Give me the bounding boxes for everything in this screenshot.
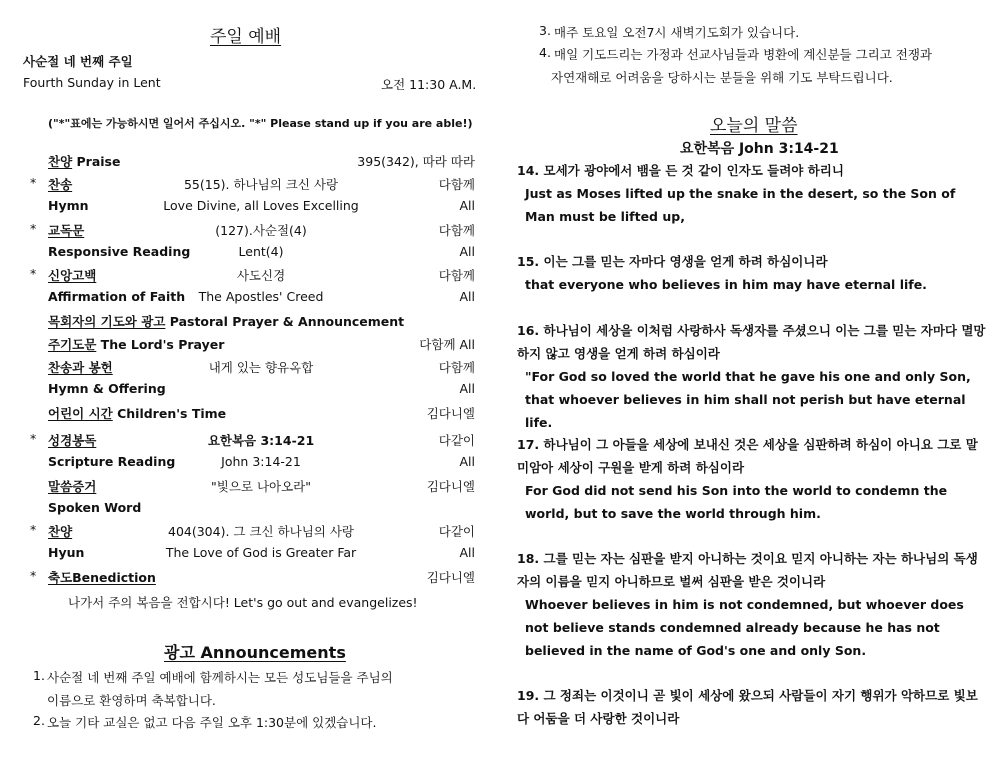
order-item-detail: John 3:14-21 xyxy=(221,454,301,469)
stand-marker: * xyxy=(30,266,37,281)
order-item-detail: 404(304). 그 크신 하나님의 사랑 xyxy=(167,524,355,539)
verse-14 xyxy=(517,159,987,228)
order-item-leader: All xyxy=(459,381,475,396)
order-item-leader: 395(342), 따라 따라 xyxy=(357,154,475,169)
order-item-label: 찬양 xyxy=(48,524,73,539)
order-item-leader: 다함께 xyxy=(438,360,475,375)
verse-17 xyxy=(517,433,987,525)
stand-marker: * xyxy=(30,568,37,583)
order-item-leader: 다함께 xyxy=(438,223,475,238)
announcement-3-num: 3. xyxy=(539,23,551,38)
order-item-leader: 김다니엘 xyxy=(426,406,475,421)
order-item-detail: The Apostles' Creed xyxy=(198,289,324,304)
order-item-label: 어린이 시간 Children's Time xyxy=(48,406,227,421)
order-item-detail: 사도신경 xyxy=(236,268,286,283)
subtitle-korean: 사순절 네 번째 주일 xyxy=(23,54,133,69)
order-item-leader: All xyxy=(459,545,475,560)
order-item-label: Hymn xyxy=(48,198,89,213)
order-item-label: 찬송과 봉헌 xyxy=(48,360,113,375)
sendoff-text: 나가서 주의 복음을 전합시다! Let's go out and evangelizes! xyxy=(68,595,418,610)
order-item-leader: All xyxy=(459,244,475,259)
verse-16-english: "For God so loved the world that he gave his one and only Son, that whoever believes in him shall not perish but have eternal life. xyxy=(525,369,971,430)
order-item-label: Affirmation of Faith xyxy=(48,289,186,304)
order-item-detail: Lent(4) xyxy=(238,244,284,259)
order-item-leader: 다함께 xyxy=(438,177,475,192)
announcement-2-line1: 오늘 기타 교실은 없고 다음 주일 오후 1:30분에 있겠습니다. xyxy=(47,715,377,730)
sermon-title: 오늘의 말씀 xyxy=(710,116,798,136)
order-item-label: Hyun xyxy=(48,545,85,560)
verse-16 xyxy=(517,319,987,434)
verse-16-korean: 16. 하나님이 세상을 이처럼 사랑하사 독생자를 주셨으니 이는 그를 믿는 자마다 멸망하지 않고 영생을 얻게 하려 하심이라 xyxy=(517,323,986,361)
stand-marker: * xyxy=(30,221,37,236)
stand-marker: * xyxy=(30,522,37,537)
subtitle-english: Fourth Sunday in Lent xyxy=(23,75,161,90)
verse-18-korean: 18. 그를 믿는 자는 심판을 받지 아니하는 것이요 믿지 아니하는 자는 하나님의 독생자의 이름을 믿지 아니하므로 벌써 심판을 받은 것이니라 xyxy=(517,551,978,589)
verse-17-english: For God did not send his Son into the world to condemn the world, but to save the world through him. xyxy=(525,483,948,521)
order-item-leader: 다함께 xyxy=(438,268,475,283)
order-item-detail: "빛으로 나아오라" xyxy=(211,479,311,494)
order-item-detail: 55(15). 하나님의 크신 사랑 xyxy=(183,177,339,192)
verse-15-english: that everyone who believes in him may have eternal life. xyxy=(525,277,927,292)
announcement-3-line1: 매주 토요일 오전7시 새벽기도회가 있습니다. xyxy=(554,25,800,40)
order-item-leader: 다함께 All xyxy=(419,337,475,352)
announcement-4-num: 4. xyxy=(539,45,551,60)
verse-17-korean: 17. 하나님이 그 아들을 세상에 보내신 것은 세상을 심판하려 하심이 아니요 그로 말미암아 세상이 구원을 받게 하려 하심이라 xyxy=(517,437,978,475)
service-time: 오전 11:30 A.M. xyxy=(381,77,477,92)
order-item-leader: 다같이 xyxy=(438,433,475,448)
announcement-1-num: 1. xyxy=(33,668,45,683)
scripture-reference: 요한복음 John 3:14-21 xyxy=(680,141,839,157)
order-item-label: 교독문 xyxy=(48,223,85,238)
stand-note: ("*"표에는 가능하시면 일어서 주십시오. "*" Please stand up if you are able!) xyxy=(48,117,473,130)
order-item-leader: 다같이 xyxy=(438,524,475,539)
order-item-label: 주기도문 The Lord's Prayer xyxy=(48,337,225,352)
order-item-label: Spoken Word xyxy=(48,500,142,515)
order-item-label: 찬송 xyxy=(48,177,73,192)
order-item-label: 목회자의 기도와 광고 Pastoral Prayer & Announcement xyxy=(48,314,405,329)
order-item-label: Responsive Reading xyxy=(48,244,191,259)
announcement-4-line1: 매일 기도드리는 가정과 선교사님들과 병환에 계신분들 그리고 전쟁과 xyxy=(554,47,932,62)
order-item-label: 말씀증거 xyxy=(48,479,97,494)
verse-15 xyxy=(517,250,987,296)
order-item-detail: The Love of God is Greater Far xyxy=(165,545,357,560)
order-item-detail: 내게 있는 향유옥합 xyxy=(208,360,314,375)
order-item-leader: 김다니엘 xyxy=(426,479,475,494)
order-item-detail: (127).사순절(4) xyxy=(215,223,307,238)
order-item-label: 성경봉독 xyxy=(48,433,97,448)
verse-19-korean: 19. 그 정죄는 이것이니 곧 빛이 세상에 왔으되 사람들이 자기 행위가 악하므로 빛보다 어둠을 더 사랑한 것이니라 xyxy=(517,688,978,726)
order-item-label: 축도Benediction xyxy=(48,570,156,585)
stand-marker: * xyxy=(30,431,37,446)
verse-14-english: Just as Moses lifted up the snake in the desert, so the Son of Man must be lifted up, xyxy=(525,186,956,224)
announcement-1-line2: 이름으로 환영하며 축복합니다. xyxy=(47,693,216,708)
order-item-label: Scripture Reading xyxy=(48,454,176,469)
announcements-title: 광고 Announcements xyxy=(164,643,346,662)
order-item-leader: All xyxy=(459,454,475,469)
announcement-4-line2: 자연재해로 어려움을 당하시는 분들을 위해 기도 부탁드립니다. xyxy=(551,70,893,85)
stand-marker: * xyxy=(30,175,37,190)
worship-title: 주일 예배 xyxy=(210,27,282,47)
announcement-2-num: 2. xyxy=(33,713,45,728)
verse-18 xyxy=(517,547,987,662)
announcement-1-line1: 사순절 네 번째 주일 예배에 함께하시는 모든 성도님들을 주님의 xyxy=(47,670,393,685)
order-item-label: 신앙고백 xyxy=(48,268,97,283)
verse-18-english: Whoever believes in him is not condemned, but whoever does not believe stands condemned already because he has not believed in the name of God's one and only Son. xyxy=(525,597,964,658)
verse-15-korean: 15. 이는 그를 믿는 자마다 영생을 얻게 하려 하심이니라 xyxy=(517,254,828,269)
order-item-leader: All xyxy=(459,198,475,213)
order-item-detail: Love Divine, all Loves Excelling xyxy=(163,198,359,213)
order-item-label: Hymn & Offering xyxy=(48,381,166,396)
order-item-label: 찬양 Praise xyxy=(48,154,121,169)
order-item-leader: 김다니엘 xyxy=(426,570,475,585)
verse-14-korean: 14. 모세가 광야에서 뱀을 든 것 같이 인자도 들려야 하리니 xyxy=(517,163,844,178)
verse-19 xyxy=(517,684,987,730)
order-item-leader: All xyxy=(459,289,475,304)
order-item-detail: 요한복음 3:14-21 xyxy=(207,433,315,448)
